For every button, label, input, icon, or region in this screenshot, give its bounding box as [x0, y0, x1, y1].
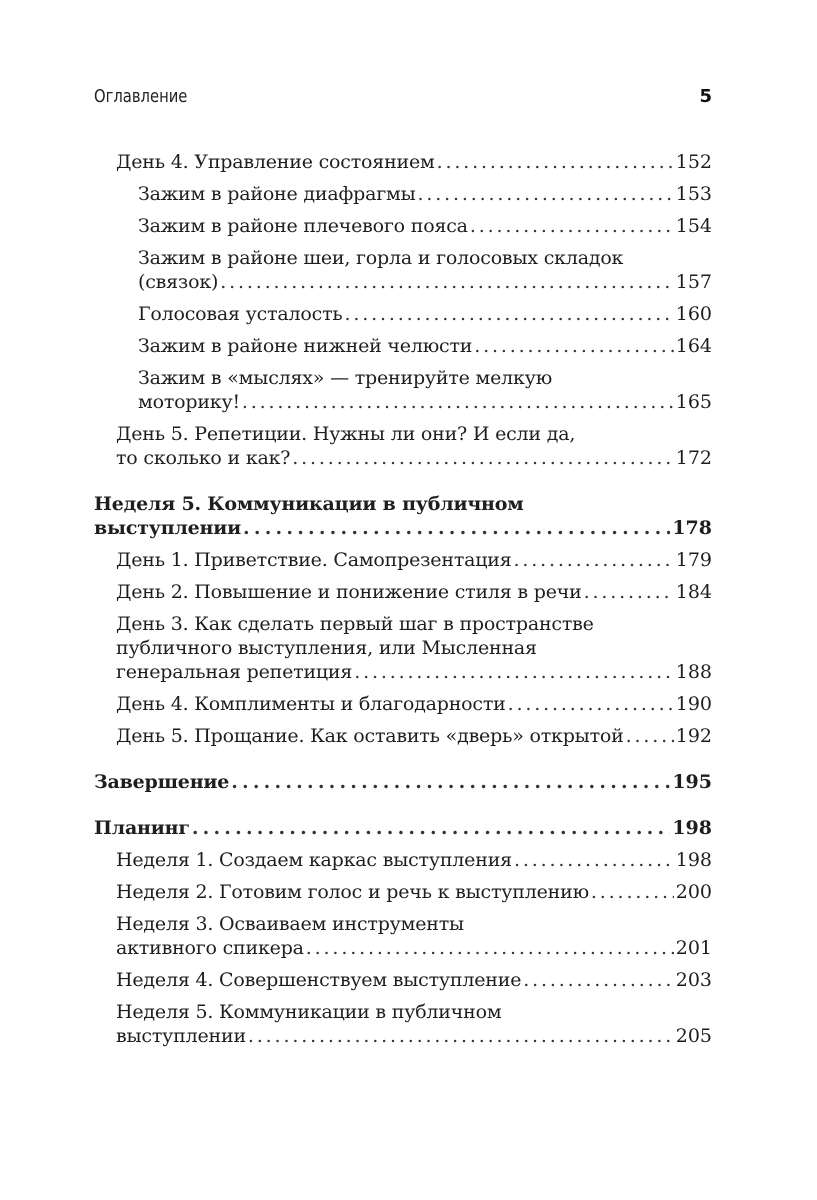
dot-leader: [584, 580, 674, 604]
toc-entry-title-line: Неделя 1. Создаем каркас выступления: [116, 849, 512, 871]
dot-leader: [220, 270, 674, 294]
toc-entry: [94, 366, 712, 414]
toc-entry-title-line: публичного выступления, или Мысленная: [116, 637, 537, 659]
toc-entry-title-line: Завершение: [94, 771, 230, 793]
toc-entry-title-line: Зажим в районе шеи, горла и голосовых складок: [138, 247, 624, 269]
toc-entry: [94, 214, 712, 238]
toc-entry-title-line: Голосовая усталость: [138, 303, 343, 325]
dot-leader: [242, 390, 674, 414]
toc-page-number: 205: [675, 1025, 712, 1047]
toc-page-number: 201: [675, 937, 712, 959]
toc-page-number: 200: [675, 881, 712, 903]
toc-page-number: 178: [672, 517, 712, 539]
toc-entry: [94, 692, 712, 716]
toc-entry: [94, 612, 712, 684]
toc-entry-title-line: День 4. Комплименты и благодарности: [116, 693, 506, 715]
toc-page-number: 172: [675, 447, 712, 469]
dot-leader: [192, 816, 671, 840]
toc-entry: [94, 492, 712, 540]
toc-page-number: 203: [675, 969, 712, 991]
toc-entry-title-line: Неделя 5. Коммуникации в публичном: [116, 1001, 502, 1023]
toc-page-number: 152: [675, 151, 712, 173]
dot-leader: [345, 302, 674, 326]
running-head-title: Оглавление: [94, 86, 188, 107]
toc-entry-title-line: Зажим в районе нижней челюсти: [138, 335, 473, 357]
toc-page-number: 154: [675, 215, 712, 237]
toc-entry-title-line: День 3. Как сделать первый шаг в пространстве: [116, 613, 594, 635]
toc-entry-title-line: Зажим в районе плечевого пояса: [138, 215, 468, 237]
dot-leader: [354, 660, 674, 684]
toc-entry-title-line: День 1. Приветствие. Самопрезентация: [116, 549, 512, 571]
table-of-contents: [94, 150, 712, 1048]
toc-entry: [94, 968, 712, 992]
dot-leader: [292, 446, 673, 470]
dot-leader: [514, 848, 674, 872]
toc-entry-title-line: выступлении: [116, 1025, 246, 1047]
dot-leader: [470, 214, 674, 238]
toc-page-number: 157: [675, 271, 712, 293]
toc-entry-title-line: День 4. Управление состоянием: [116, 151, 435, 173]
dot-leader: [591, 880, 674, 904]
page-number: 5: [699, 86, 712, 107]
toc-entry: [94, 246, 712, 294]
toc-entry-title-line: то сколько и как?: [116, 447, 291, 469]
toc-page-number: 190: [675, 693, 712, 715]
toc-entry-title-line: выступлении: [94, 517, 242, 539]
dot-leader: [508, 692, 674, 716]
dot-leader: [306, 936, 674, 960]
toc-page-number: 165: [675, 391, 712, 413]
toc-page-number: 184: [675, 581, 712, 603]
toc-entry-title-line: активного спикера: [116, 937, 304, 959]
dot-leader: [474, 334, 673, 358]
dot-leader: [243, 516, 670, 540]
toc-entry-title-line: моторику!: [138, 391, 240, 413]
toc-entry: [94, 302, 712, 326]
toc-entry: [94, 422, 712, 470]
toc-entry: [94, 848, 712, 872]
toc-entry-title-line: Зажим в «мыслях» — тренируйте мелкую: [138, 367, 553, 389]
toc-entry: [94, 334, 712, 358]
toc-entry-title-line: День 5. Прощание. Как оставить «дверь» открытой: [116, 725, 624, 747]
toc-entry-title-line: (связок): [138, 271, 219, 293]
dot-leader: [523, 968, 673, 992]
toc-entry-title-line: Зажим в районе диафрагмы: [138, 183, 416, 205]
toc-entry-title-line: Неделя 2. Готовим голос и речь к выступлению: [116, 881, 589, 903]
toc-page-number: 198: [675, 849, 712, 871]
toc-entry: [94, 580, 712, 604]
toc-entry-title-line: Неделя 4. Совершенствуем выступление: [116, 969, 522, 991]
toc-entry: [94, 770, 712, 794]
dot-leader: [626, 724, 674, 748]
toc-entry-title-line: Неделя 5. Коммуникации в публичном: [94, 493, 524, 515]
toc-entry-title-line: генеральная репетиция: [116, 661, 353, 683]
dot-leader: [231, 770, 670, 794]
toc-entry: [94, 1000, 712, 1048]
toc-entry: [94, 548, 712, 572]
dot-leader: [437, 150, 674, 174]
toc-entry: [94, 150, 712, 174]
toc-page-number: 179: [675, 549, 712, 571]
toc-entry-title-line: Планинг: [94, 817, 190, 839]
toc-page-number: 192: [675, 725, 712, 747]
toc-entry: [94, 816, 712, 840]
dot-leader: [248, 1024, 674, 1048]
toc-entry-title-line: Неделя 3. Осваиваем инструменты: [116, 913, 464, 935]
toc-entry: [94, 912, 712, 960]
toc-page-number: 160: [675, 303, 712, 325]
running-head: [94, 86, 712, 112]
toc-page-number: 188: [675, 661, 712, 683]
toc-page-number: 198: [672, 817, 712, 839]
toc-entry: [94, 880, 712, 904]
toc-entry: [94, 724, 712, 748]
dot-leader: [514, 548, 674, 572]
toc-page-number: 195: [672, 771, 712, 793]
toc-page-number: 153: [675, 183, 712, 205]
toc-entry-title-line: День 2. Повышение и понижение стиля в речи: [116, 581, 582, 603]
toc-page-number: 164: [675, 335, 712, 357]
toc-entry: [94, 182, 712, 206]
dot-leader: [418, 182, 674, 206]
toc-entry-title-line: День 5. Репетиции. Нужны ли они? И если да,: [116, 423, 576, 445]
